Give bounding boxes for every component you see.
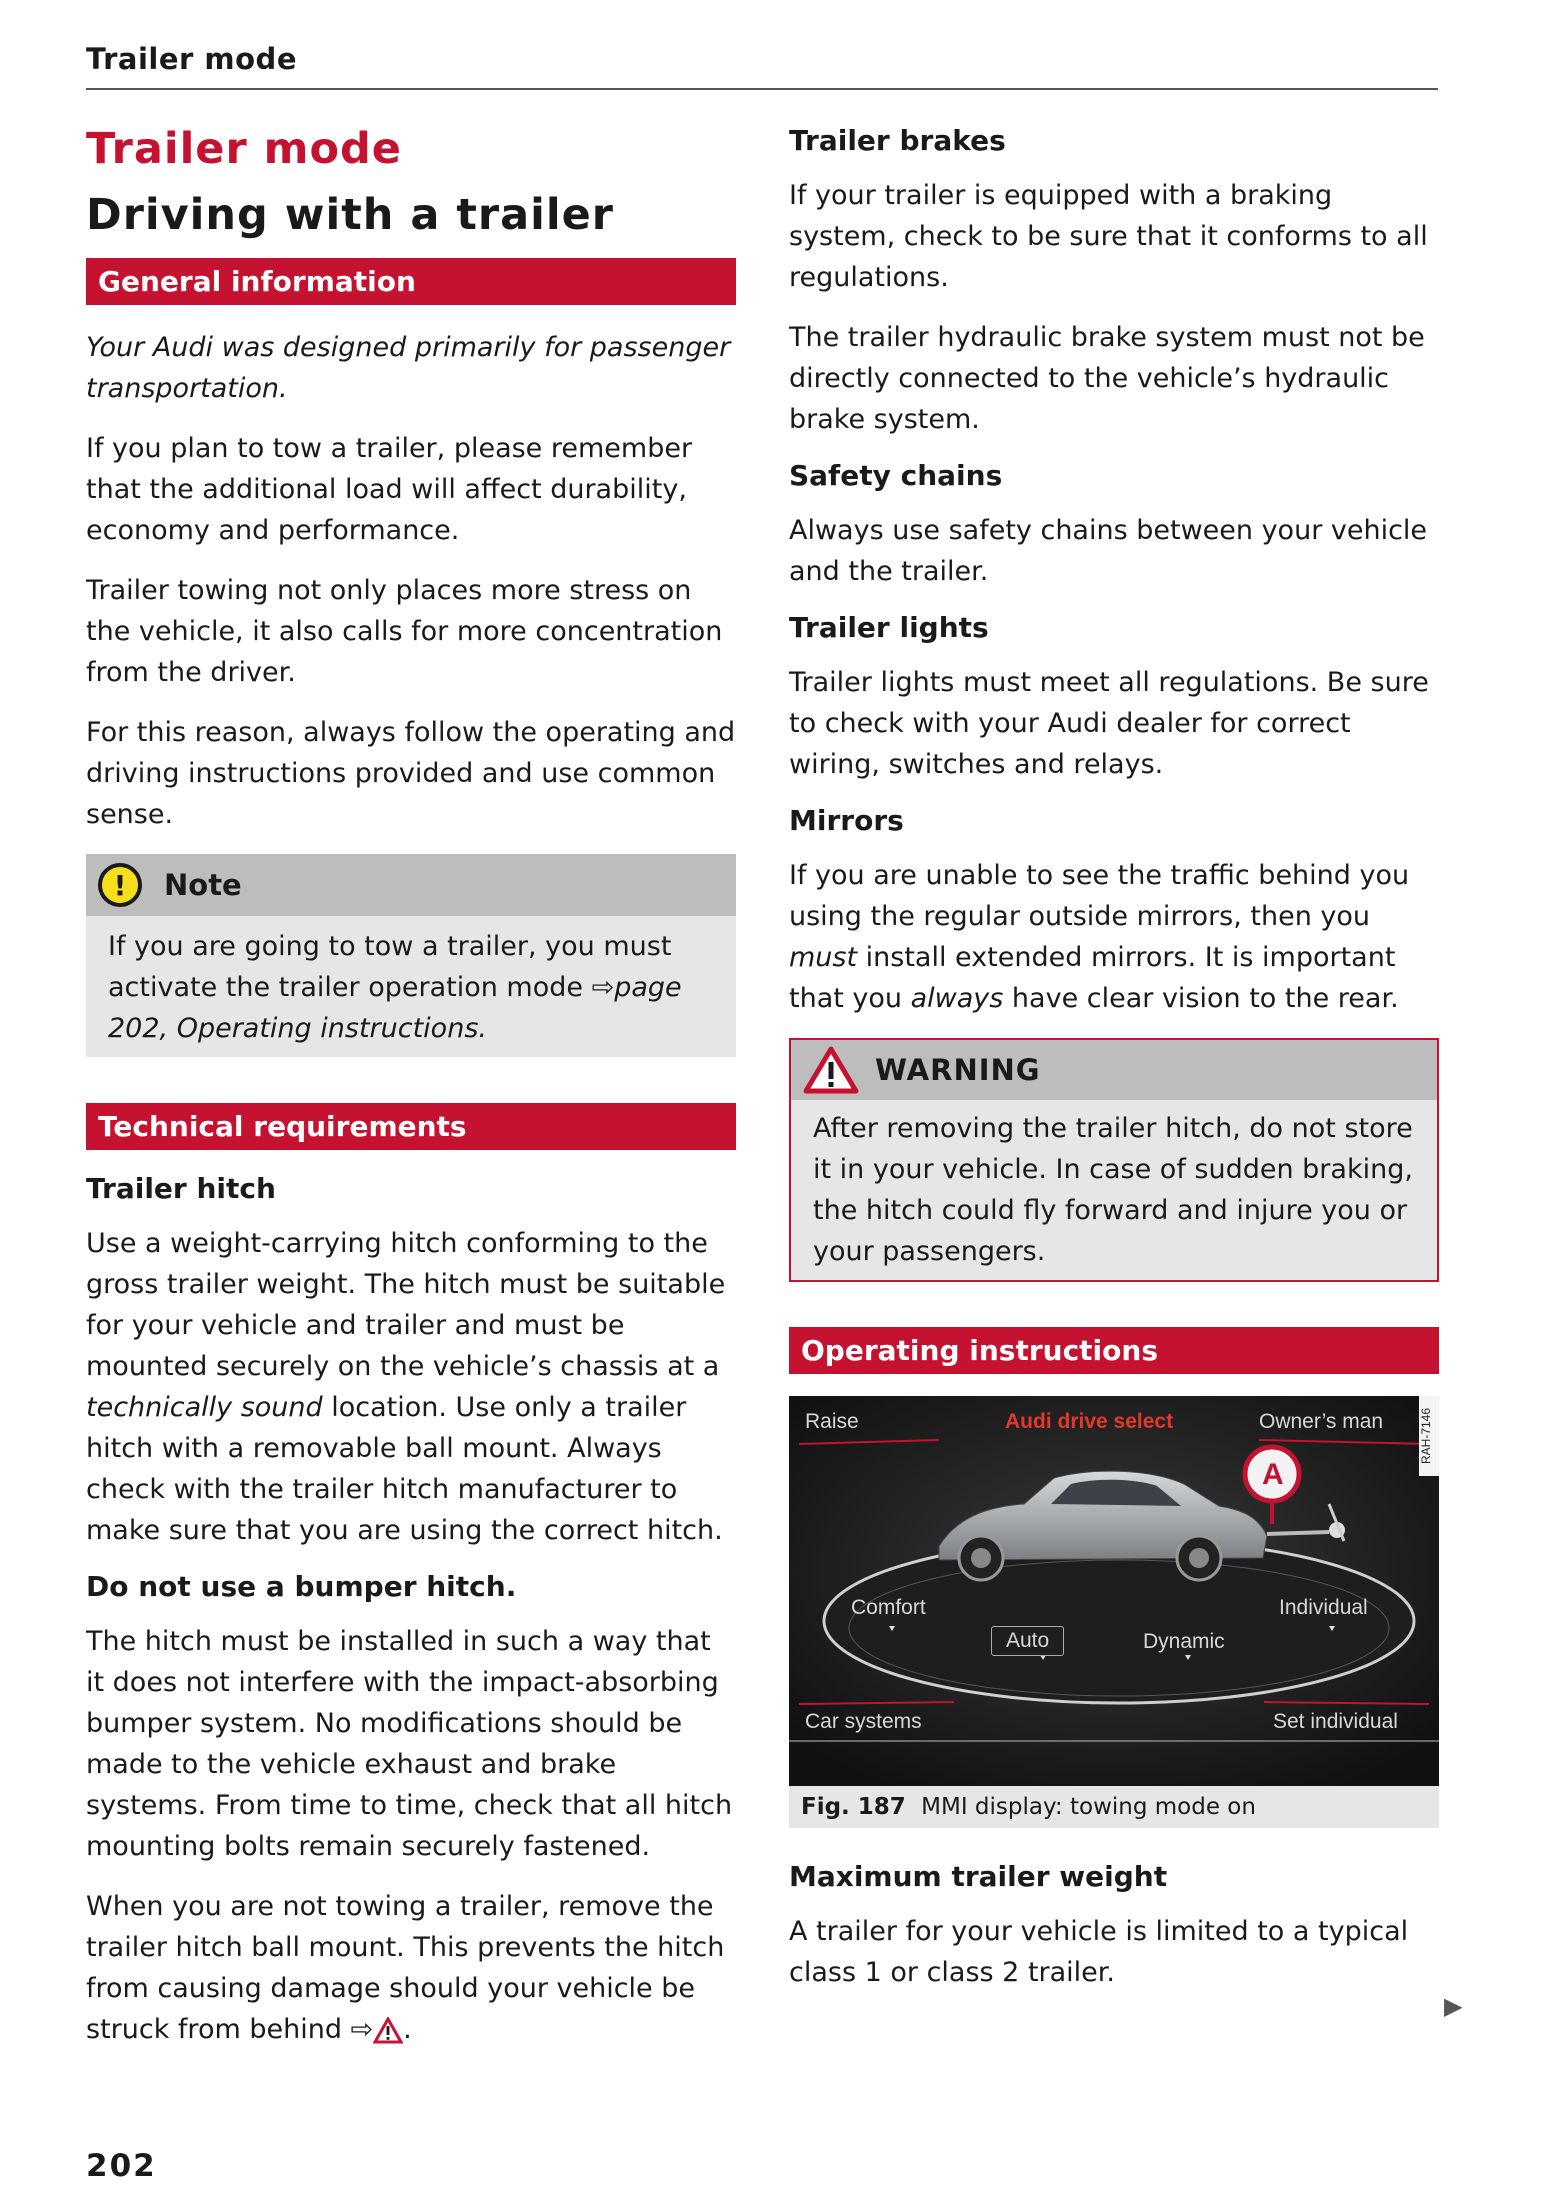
mirrors-paragraph: If you are unable to see the traffic behind you using the regular outside mirrors, then you must install extended mirrors. It is important that you always have clear vision to the rear. bbox=[789, 860, 1410, 1014]
technical-requirements-bar: Technical requirements bbox=[86, 1103, 736, 1150]
figure-reference-code: RAH-7146 bbox=[1419, 1396, 1439, 1476]
lights-paragraph: Trailer lights must meet all regulations. Be sure to check with your Audi dealer for correct wiring, switches and relays. bbox=[789, 667, 1429, 780]
bumper-paragraph-2: When you are not towing a trailer, remove the trailer hitch ball mount. This prevents the hitch from causing damage should your vehicle be struck from behind ⇨ . bbox=[86, 1891, 725, 2045]
mmi-set-individual-label[interactable]: Set individual bbox=[1273, 1710, 1398, 1733]
continue-arrow-icon[interactable]: ▶ bbox=[1444, 1992, 1463, 2020]
general-intro: Your Audi was designed primarily for passenger transportation. bbox=[86, 332, 731, 404]
mmi-owners-manual-label[interactable]: Owner’s man bbox=[1259, 1410, 1384, 1433]
weight-paragraph: A trailer for your vehicle is limited to a typical class 1 or class 2 trailer. bbox=[789, 1916, 1409, 1988]
mmi-dynamic-option[interactable]: Dynamic bbox=[1143, 1630, 1225, 1653]
running-header bbox=[86, 42, 1438, 90]
page-number: 202 bbox=[86, 2148, 157, 2184]
safety-chains-heading: Safety chains bbox=[789, 459, 1003, 492]
trailer-lights-heading: Trailer lights bbox=[789, 611, 989, 644]
running-title: Trailer mode bbox=[86, 42, 297, 76]
brakes-paragraph-1: If your trailer is equipped with a braking system, check to be sure that it conforms to all regulations. bbox=[789, 180, 1428, 293]
mmi-car-systems-label[interactable]: Car systems bbox=[805, 1710, 922, 1733]
maximum-trailer-weight-heading: Maximum trailer weight bbox=[789, 1860, 1168, 1893]
note-text: If you are going to tow a trailer, you must activate the trailer operation mode bbox=[108, 931, 672, 1003]
operating-instructions-bar: Operating instructions bbox=[789, 1327, 1439, 1374]
trailer-brakes-heading: Trailer brakes bbox=[789, 124, 1006, 157]
note-body bbox=[86, 916, 736, 1057]
mmi-individual-option[interactable]: Individual bbox=[1279, 1596, 1368, 1619]
general-paragraph-3: For this reason, always follow the operating and driving instructions provided and use common sense. bbox=[86, 717, 736, 830]
trailer-hitch-paragraph: Use a weight-carrying hitch conforming to the gross trailer weight. The hitch must be suitable for your vehicle and trailer and must be mounted securely on the vehicle’s chassis at a technically sound location. Use only a trailer hitch with a removable ball mount. Always check with the trailer hitch manufacturer to make sure that you are using the correct hitch. bbox=[86, 1228, 726, 1546]
figure-caption-text: MMI display: towing mode on bbox=[921, 1794, 1256, 1820]
callout-a: A bbox=[1262, 1458, 1284, 1491]
mmi-comfort-option[interactable]: Comfort bbox=[851, 1596, 926, 1619]
mmi-display-figure bbox=[789, 1396, 1439, 1786]
chapter-title: Trailer mode bbox=[86, 124, 402, 174]
bumper-paragraph-1: The hitch must be installed in such a way that it does not interfere with the impact-absorbing bumper system. No modifications should be made to the vehicle exhaust and brake systems. From time to time, check that all hitch mounting bolts remain securely fastened. bbox=[86, 1626, 733, 1862]
note-header bbox=[86, 854, 736, 916]
mirrors-heading: Mirrors bbox=[789, 804, 904, 837]
note-box bbox=[86, 854, 736, 1057]
general-information-bar: General information bbox=[86, 258, 736, 305]
warning-triangle-icon bbox=[803, 1046, 859, 1094]
note-page-reference[interactable]: ⇨page 202, Operating instructions. bbox=[108, 972, 682, 1044]
section-title: Driving with a trailer bbox=[86, 190, 614, 240]
right-column bbox=[789, 118, 1439, 2012]
exclamation-circle-icon: ! bbox=[98, 863, 142, 907]
mmi-auto-option[interactable]: Auto bbox=[991, 1626, 1064, 1656]
mmi-raise-label[interactable]: Raise bbox=[805, 1410, 859, 1433]
warning-header bbox=[791, 1040, 1437, 1100]
note-title: Note bbox=[164, 868, 242, 902]
brakes-paragraph-2: The trailer hydraulic brake system must not be directly connected to the vehicle’s hydraulic brake system. bbox=[789, 322, 1425, 435]
bumper-hitch-heading: Do not use a bumper hitch. bbox=[86, 1570, 517, 1603]
figure-caption bbox=[789, 1786, 1439, 1828]
warning-body bbox=[791, 1100, 1437, 1280]
chains-paragraph: Always use safety chains between your vehicle and the trailer. bbox=[789, 515, 1428, 587]
general-paragraph-2: Trailer towing not only places more stress on the vehicle, it also calls for more concentration from the driver. bbox=[86, 575, 723, 688]
left-column bbox=[86, 118, 736, 2069]
warning-triangle-icon[interactable] bbox=[373, 2017, 403, 2044]
warning-title: WARNING bbox=[875, 1053, 1041, 1087]
general-paragraph-1: If you plan to tow a trailer, please remember that the additional load will affect durability, economy and performance. bbox=[86, 433, 693, 546]
figure-number: Fig. 187 bbox=[801, 1794, 906, 1820]
mmi-menu-title: Audi drive select bbox=[1005, 1410, 1174, 1433]
warning-text: After removing the trailer hitch, do not store it in your vehicle. In case of sudden braking, the hitch could fly forward and injure you or your passengers. bbox=[813, 1113, 1413, 1267]
warning-box bbox=[789, 1038, 1439, 1282]
trailer-hitch-heading: Trailer hitch bbox=[86, 1172, 276, 1205]
